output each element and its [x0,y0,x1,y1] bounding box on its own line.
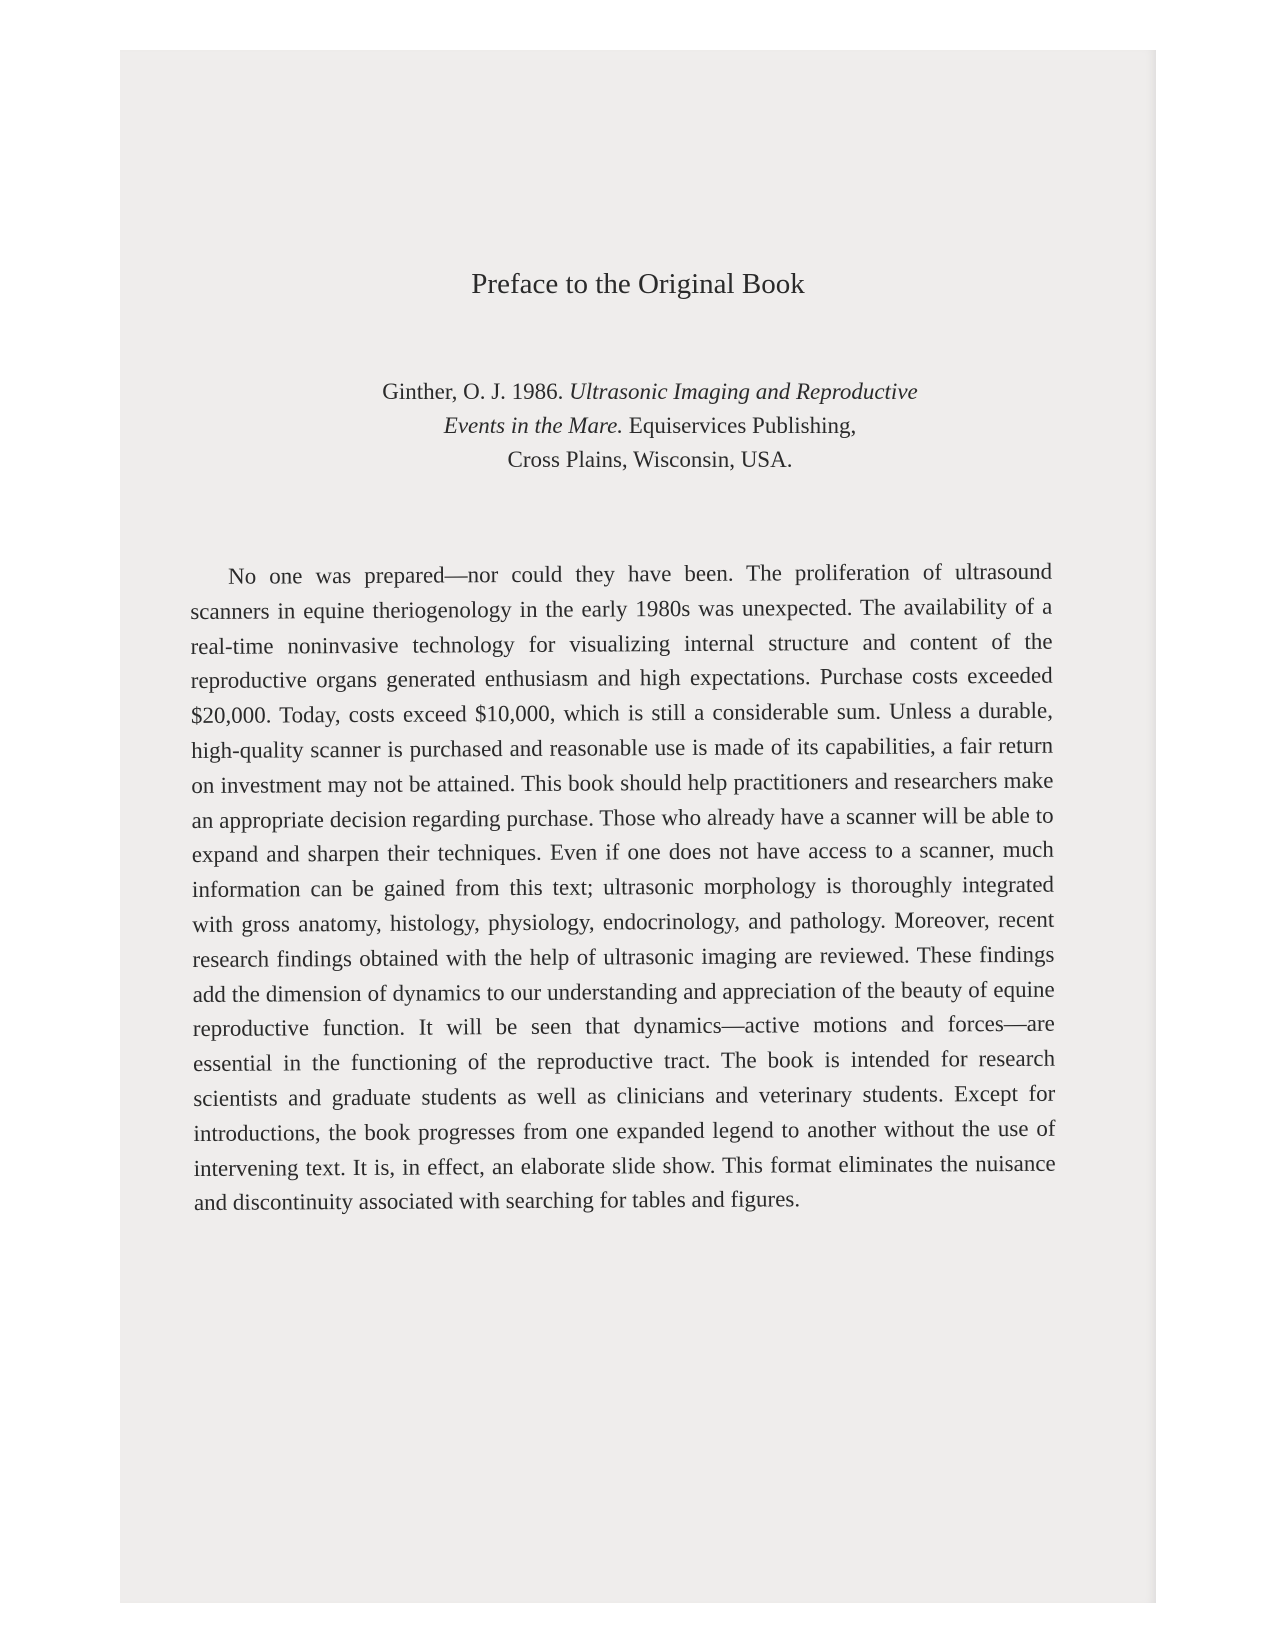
citation-publisher: Equiservices Publishing, [623,413,857,438]
citation-line-3: Cross Plains, Wisconsin, USA. [507,447,793,472]
citation-line-1 [260,375,1040,409]
citation-author-year: Ginther, O. J. 1986. [382,379,570,404]
citation-book-title-part-1: Ultrasonic Imaging and Reproductive [569,379,918,404]
citation [260,375,1040,477]
preface-paragraph: No one was prepared—nor could they have been. The proliferation of ultrasound scanners in equine theriogenology in the early 1980s was unexpected. The availability of a real-time noninvasive technology for visualizing internal structure and content of the reproductive organs generated enthusiasm and high expectations. Purchase costs exceeded $20,000. Today, costs exceed $10,000, which is still a considerable sum. Unless a durable, high-quality scanner is purchased and reasonable use is made of its capabilities, a fair return on investment may not be attained. This book should help practitioners and researchers make an appropriate decision regarding purchase. Those who already have a scanner will be able to expand and sharpen their techniques. Even if one does not have access to a scanner, much information can be gained from this text; ultrasonic morphology is thoroughly integrated with gross anatomy, histology, physiology, endocrinology, and pathology. Moreover, recent research findings obtained with the help of ultrasonic imaging are reviewed. These findings add the dimension of dynamics to our understanding and appreciation of the beauty of equine reproductive function. It will be seen that dynamics—active motions and forces—are essential in the functioning of the reproductive tract. The book is intended for research scientists and graduate students as well as clinicians and veterinary students. Except for introductions, the book progresses from one expanded legend to another without the use of intervening text. It is, in effect, an elaborate slide show. This format eliminates the nuisance and discontinuity associated with searching for tables and figures. [190,558,1056,1216]
page-title: Preface to the Original Book [471,268,805,300]
citation-line-2 [260,409,1040,443]
citation-book-title-part-2: Events in the Mare. [443,413,624,438]
book-page [120,50,1156,1603]
